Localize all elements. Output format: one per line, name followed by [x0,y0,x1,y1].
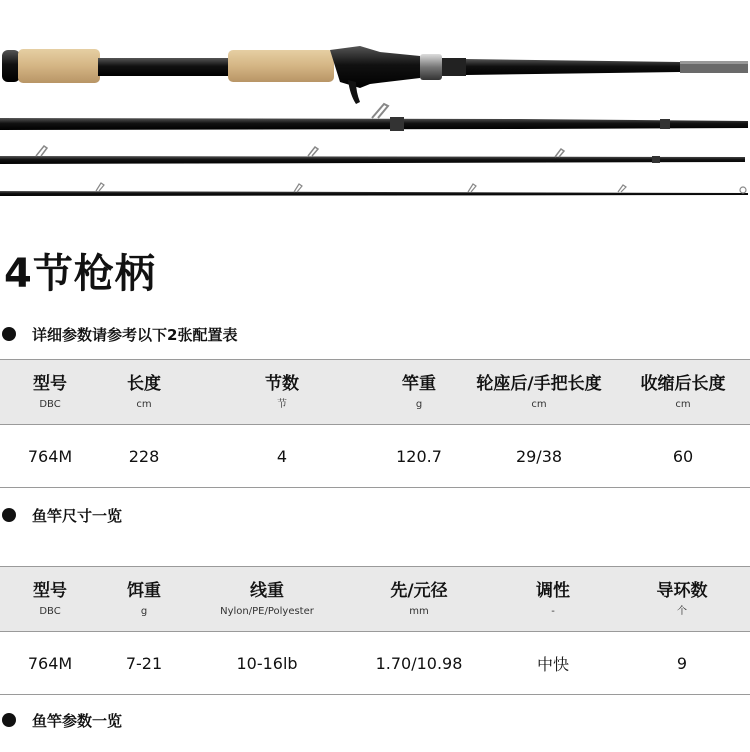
size-list-caption-text: 鱼竿尺寸一览 [32,506,123,525]
header-cell-weight: 竿重 g [376,360,462,425]
header-cell-handle-length: 轮座后/手把长度 cm [462,360,616,425]
header-cell-model: 型号 DBC [0,360,100,425]
bullet-dot-icon [2,508,16,522]
cell-weight: 120.7 [376,425,462,488]
header-cell-action: 调性 - [492,567,614,632]
header-cell-diameter: 先/元径 mm [346,567,492,632]
header-cell-guide-count: 导环数 个 [614,567,750,632]
rod-section-3 [0,146,745,164]
bullet-dot-icon [2,713,16,727]
rod-section-2 [0,104,748,131]
cell-action: 中快 [492,632,614,695]
table-row [0,425,750,488]
cell-line-weight: 10-16lb [188,632,346,695]
cell-diameter: 1.70/10.98 [346,632,492,695]
cell-model: 764M [0,632,100,695]
rod-tip-section [0,183,748,196]
page-title: 4节枪柄 [4,251,156,297]
header-cell-line-weight: 线重 Nylon/PE/Polyester [188,567,346,632]
rod-butt-section [2,46,748,104]
cell-guide-count: 9 [614,632,750,695]
cell-model: 764M [0,425,100,488]
header-cell-collapsed-length: 收缩后长度 cm [616,360,750,425]
table-header-row [0,567,750,632]
cell-lure-weight: 7-21 [100,632,188,695]
table-row [0,632,750,695]
intro-note [0,322,237,346]
parameter-spec-table [0,566,750,695]
rod-product-image [0,0,750,215]
table-header-row [0,360,750,425]
header-cell-length: 长度 cm [100,360,188,425]
header-cell-model: 型号 DBC [0,567,100,632]
size-list-caption [0,503,122,527]
cell-handle-length: 29/38 [462,425,616,488]
size-spec-table [0,359,750,488]
header-cell-lure-weight: 饵重 g [100,567,188,632]
cell-collapsed-length: 60 [616,425,750,488]
intro-note-text: 详细参数请参考以下2张配置表 [32,325,238,344]
header-cell-sections: 节数 节 [188,360,376,425]
param-list-caption [0,708,122,732]
cell-length: 228 [100,425,188,488]
cell-sections: 4 [188,425,376,488]
bullet-dot-icon [2,327,16,341]
param-list-caption-text: 鱼竿参数一览 [32,711,123,730]
